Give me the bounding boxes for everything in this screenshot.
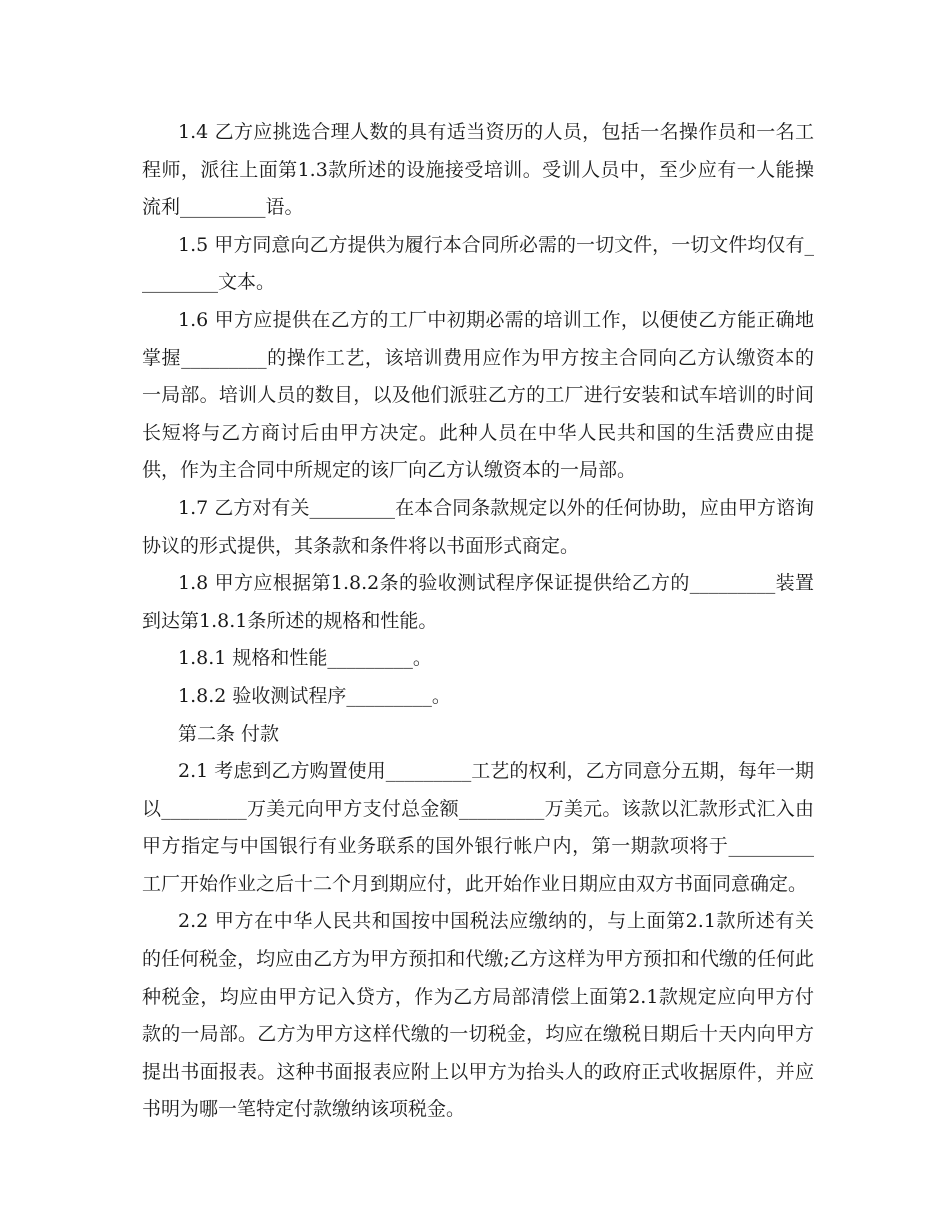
clause-1-8-1: 1.8.1 规格和性能_________。 (178, 647, 432, 670)
clause-1-8-2: 1.8.2 验收测试程序_________。 (178, 684, 451, 707)
clause-2-1: 2.1 考虑到乙方购置使用_________工艺的权利，乙方同意分五期，每年一期以_________万美元向甲方支付总金额_________万美元。该款以汇款形式汇入由甲方指定与中国银行有业务联系的国外银行帐户内，第一期款项将于_________工厂开始作业之后十二个月到期应付，此开始作业日期应由双方书面同意确定。 (142, 760, 814, 895)
clause-1-6: 1.6 甲方应提供在乙方的工厂中初期必需的培训工作，以便使乙方能正确地掌握_________的操作工艺，该培训费用应作为甲方按主合同向乙方认缴资本的一局部。培训人员的数目，以及他们派驻乙方的工厂进行安装和试车培训的时间长短将与乙方商讨后由甲方决定。此种人员在中华人民共和国的生活费应由提供，作为主合同中所规定的该厂向乙方认缴资本的一局部。 (142, 308, 814, 482)
clause-1-7: 1.7 乙方对有关_________在本合同条款规定以外的任何协助，应由甲方谘询协议的形式提供，其条款和条件将以书面形式商定。 (142, 496, 814, 557)
document-body (142, 114, 814, 1129)
clause-1-4: 1.4 乙方应挑选合理人数的具有适当资历的人员，包括一名操作员和一名工程师，派往上面第1.3款所述的设施接受培训。受训人员中，至少应有一人能操流利_________语。 (142, 121, 814, 219)
clause-2-2: 2.2 甲方在中华人民共和国按中国税法应缴纳的，与上面第2.1款所述有关的任何税金，均应由乙方为甲方预扣和代缴;乙方这样为甲方预扣和代缴的任何此种税金，均应由甲方记入贷方，作为乙方局部清偿上面第2.1款规定应向甲方付款的一局部。乙方为甲方这样代缴的一切税金，均应在缴税日期后十天内向甲方提出书面报表。这种书面报表应附上以甲方为抬头人的政府正式收据原件，并应书明为哪一笔特定付款缴纳该项税金。 (142, 910, 814, 1121)
clause-1-5: 1.5 甲方同意向乙方提供为履行本合同所必需的一切文件，一切文件均仅有_________文本。 (142, 233, 814, 294)
article-2-heading: 第二条 付款 (178, 722, 280, 745)
clause-1-8: 1.8 甲方应根据第1.8.2条的验收测试程序保证提供给乙方的_________装置到达第1.8.1条所述的规格和性能。 (142, 572, 814, 632)
